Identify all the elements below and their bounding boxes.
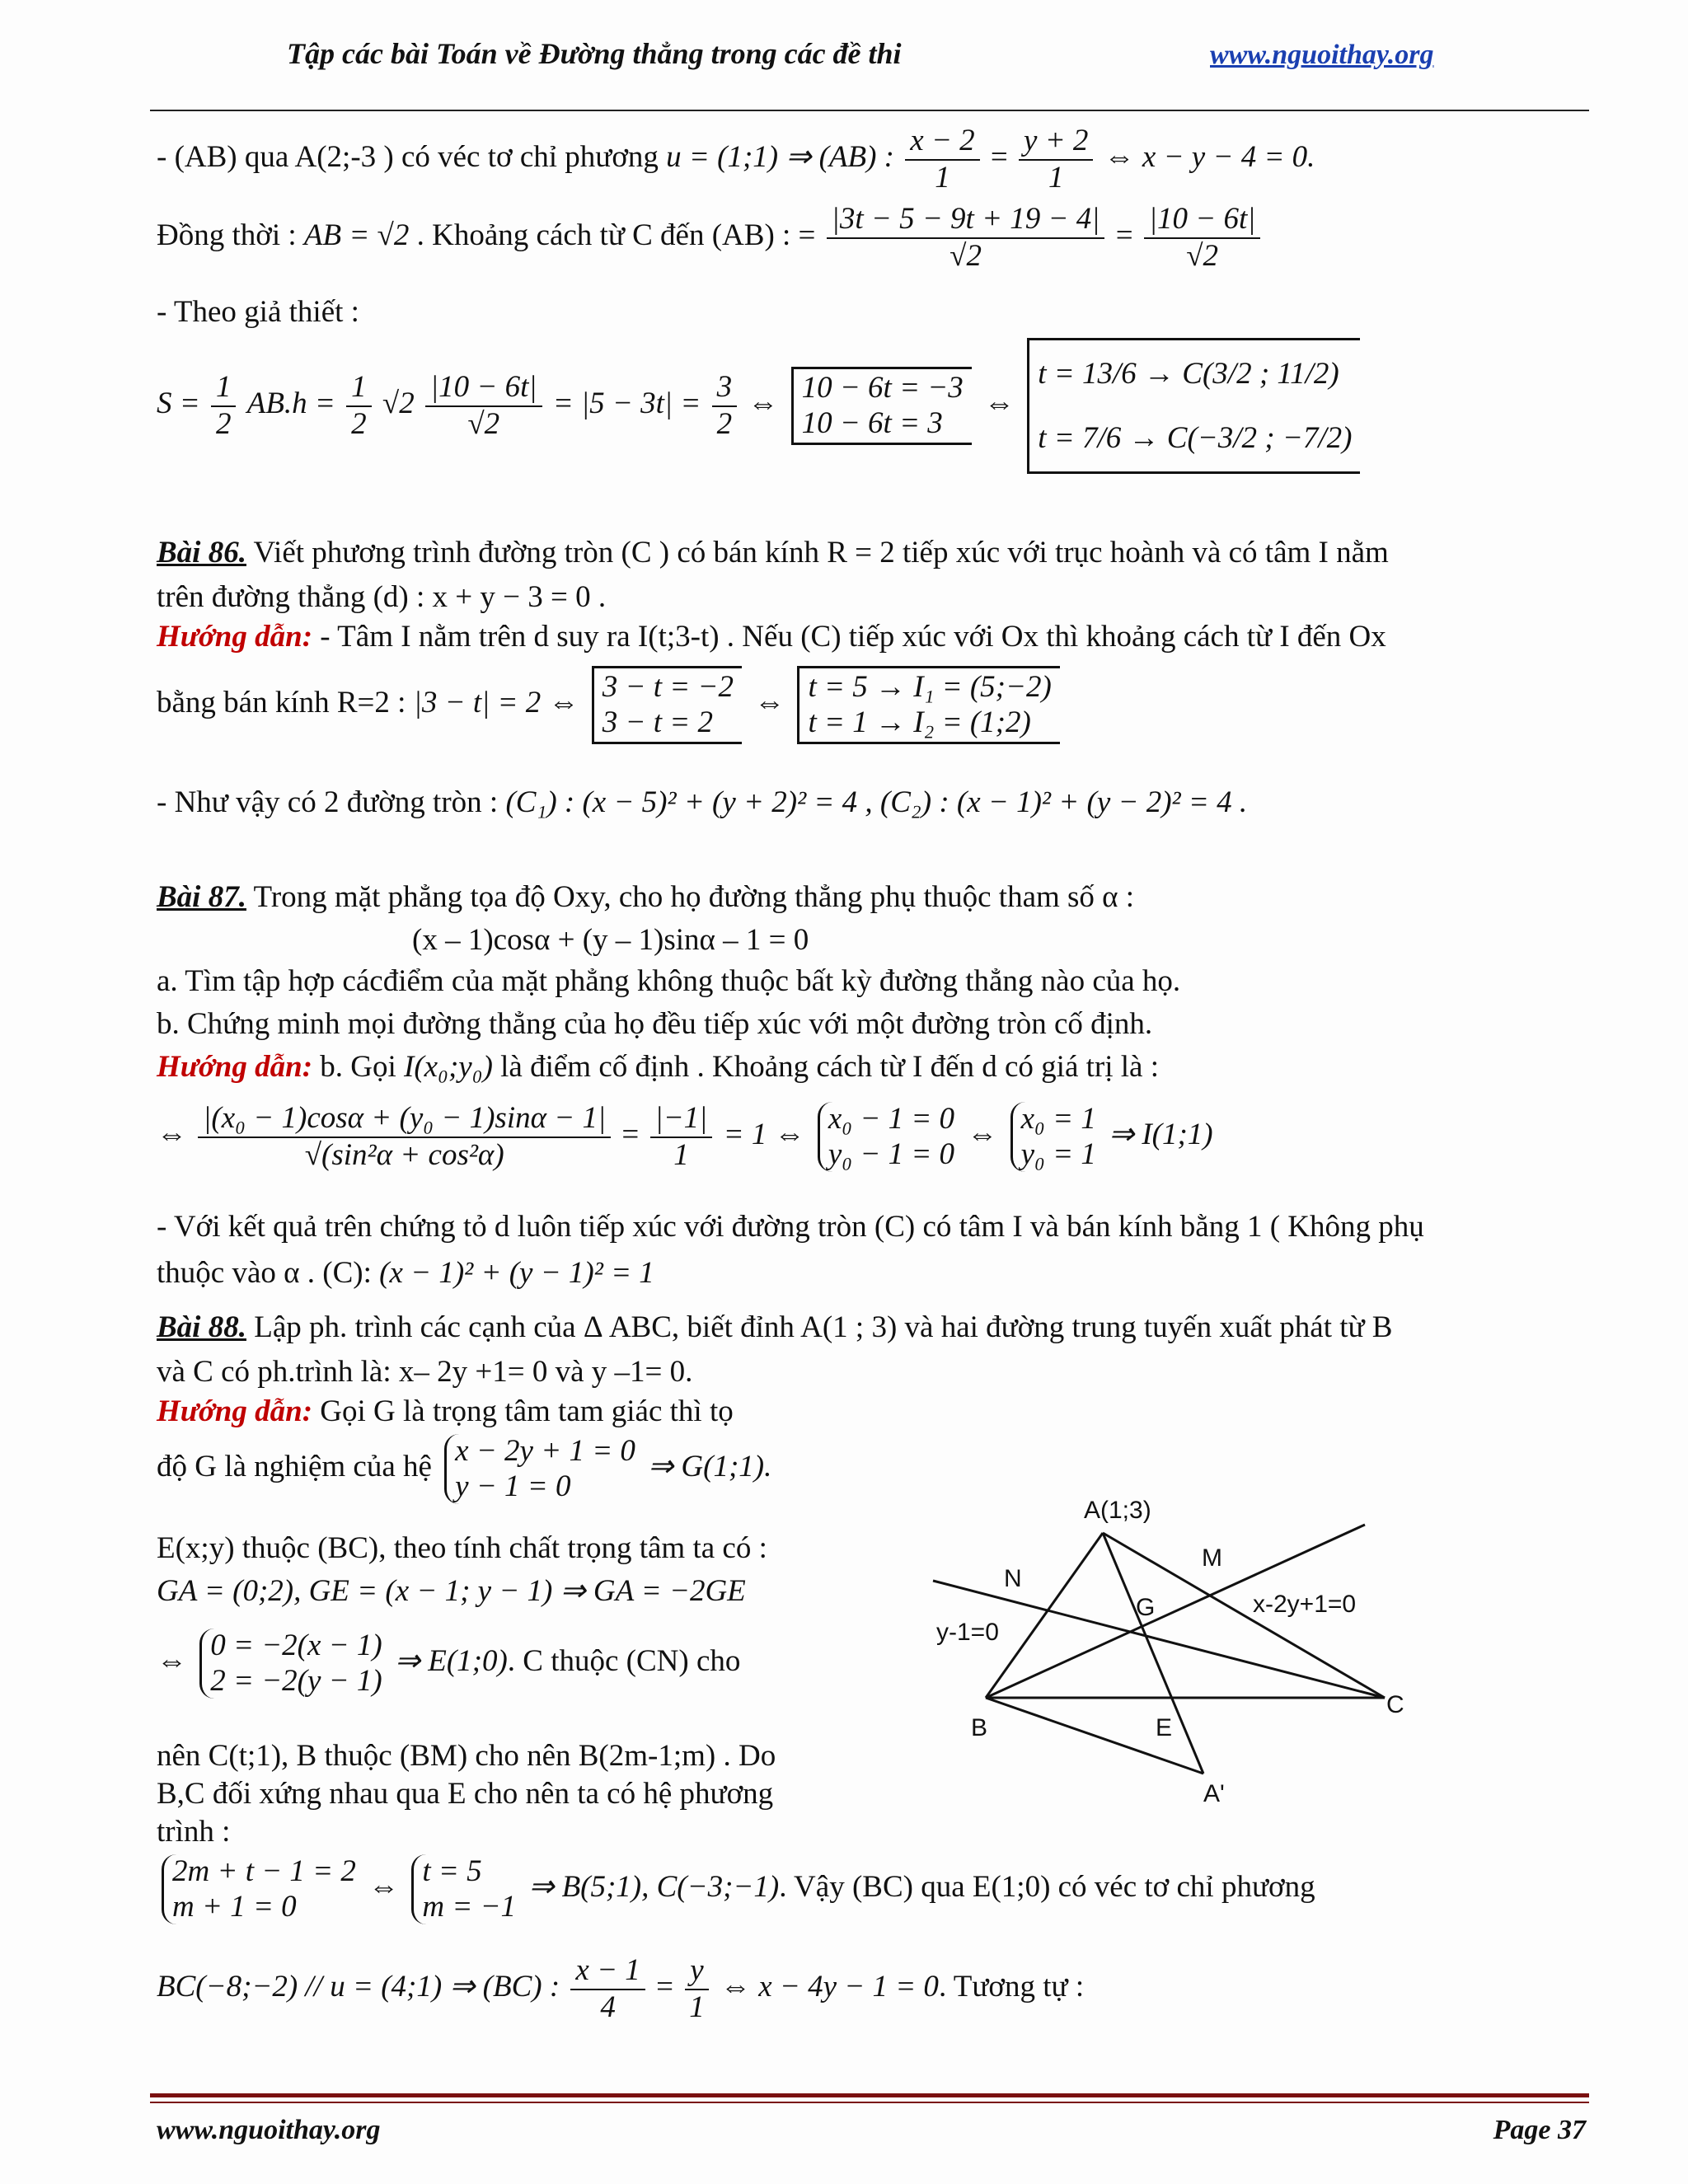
label-b: B bbox=[971, 1714, 988, 1741]
bai-88-e-point: E(x;y) thuộc (BC), theo tính chất trọng tâm ta có : bbox=[157, 1531, 767, 1565]
bai-88-text-1: nên C(t;1), B thuộc (BM) cho nên B(2m-1;m) . Do bbox=[157, 1739, 776, 1773]
bai-88-statement-cont: và C có ph.trình là: x– 2y +1= 0 và y –1= 0. bbox=[157, 1355, 693, 1389]
label-a-prime: A' bbox=[1203, 1780, 1225, 1807]
header-website-link[interactable]: www.nguoithay.org bbox=[1210, 40, 1434, 70]
bai-87-statement: Bài 87. Trong mặt phẳng tọa độ Oxy, cho họ đường thẳng phụ thuộc tham số α : bbox=[157, 880, 1135, 914]
bai-88-text-2: B,C đối xứng nhau qua E cho nên ta có hệ phương bbox=[157, 1777, 774, 1811]
bai-88-statement: Bài 88. Lập ph. trình các cạnh của Δ ABC, biết đỉnh A(1 ; 3) và hai đường trung tuyến xuất phát từ B bbox=[157, 1310, 1393, 1344]
bai-87-distance: ⇔ $\frac{\text{|(x₀ − 1)cosα + (y₀ − 1)sinα − 1|}}{\text{√(sin²α + cos²α)}}$ = $\frac{|-1|}{1}$ = 1 ⇔ x₀ − 1 = 0 y₀ − 1 = 0 ⇔ x₀ = 1 y₀ = 1 ⇒ I(1;1) bbox=[157, 1101, 1213, 1172]
bai-87-conclusion-2: thuộc vào α . (C): (x − 1)² + (y − 1)² = 1 bbox=[157, 1256, 654, 1290]
label-eq2: x-2y+1=0 bbox=[1253, 1591, 1357, 1618]
segment-aa-prime bbox=[1103, 1533, 1203, 1774]
label-g: G bbox=[1136, 1594, 1156, 1621]
footer-page-number: Page 37 bbox=[1493, 2115, 1586, 2145]
line-gia-thiet: - Theo giả thiết : bbox=[157, 295, 359, 329]
bai-87-hint: Hướng dẫn: b. Gọi I(x₀;y₀) là điểm cố định . Khoảng cách từ I đến d có giá trị là : bbox=[157, 1050, 1160, 1084]
bai-86-result: - Như vậy có 2 đường tròn : (C₁) : (x − 5)² + (y + 2)² = 4 , (C₂) : (x − 1)² + (y − 2)² = 4 . bbox=[157, 785, 1248, 819]
label-c: C bbox=[1386, 1691, 1404, 1718]
header-title: Tập các bài Toán về Đường thẳng trong các đề thi bbox=[287, 37, 902, 70]
line-ab-equation: - (AB) qua A(2;-3 ) có véc tơ chỉ phương u = (1;1) ⇒ (AB) : $\frac{x - 2}{1}$ = $\frac{y + 2}{1}$ ⇔ x − y − 4 = 0. bbox=[157, 124, 1315, 194]
bai-87-part-a: a. Tìm tập hợp cácđiểm của mặt phẳng không thuộc bất kỳ đường thẳng nào của họ. bbox=[157, 964, 1181, 998]
bai-88-bc-system: 2m + t − 1 = 2 m + 1 = 0 ⇔ t = 5 m = −1 ⇒ B(5;1), C(−3;−1). Vậy (BC) qua E(1;0) có véc tơ chỉ phương bbox=[157, 1854, 1315, 1924]
header-divider bbox=[150, 110, 1589, 111]
footer-website[interactable]: www.nguoithay.org bbox=[157, 2115, 381, 2145]
line-distance: Đồng thời : AB = √2 . Khoảng cách từ C đến (AB) : = $\frac{|3t - 5 - 9t + 19 - 4|}{√2}$ = $\frac{|10 - 6t|}{√2}$ bbox=[157, 202, 1264, 274]
footer-divider-thin bbox=[150, 2102, 1589, 2103]
label-m: M bbox=[1202, 1544, 1222, 1572]
segment-ab bbox=[986, 1533, 1103, 1698]
bai-88-text-3: trình : bbox=[157, 1815, 231, 1849]
line-area-solution: S = $\frac{1}{2}$ AB.h = $\frac{1}{2}$ √2 $\frac{|10 - 6t|}{√2}$ = |5 − 3t| = $\frac{3}{2}$ ⇔ 10 − 6t = −3 10 − 6t = 3 ⇔ t = 13/6 → C(3/2 ; 11/2) t = 7/6 → C(−3/2 ; −7/2) bbox=[157, 338, 1365, 474]
label-eq1: y-1=0 bbox=[936, 1619, 999, 1646]
bai-88-e-system: ⇔ 0 = −2(x − 1) 2 = −2(y − 1) ⇒ E(1;0). C thuộc (CN) cho bbox=[157, 1629, 741, 1698]
bai-86-statement: Bài 86. Viết phương trình đường tròn (C ) có bán kính R = 2 tiếp xúc với trục hoành và có tâm I nằm bbox=[157, 536, 1389, 569]
bai-88-vectors: GA = (0;2), GE = (x − 1; y − 1) ⇒ GA = −2GE bbox=[157, 1574, 746, 1608]
label-e: E bbox=[1156, 1714, 1173, 1741]
bai-86-hint-2: bằng bán kính R=2 : |3 − t| = 2 ⇔ 3 − t = −2 3 − t = 2 ⇔ t = 5 → I₁ = (5;−2) t = 1 → I₂ = (1;2) bbox=[157, 666, 1065, 744]
bai-88-bc-equation: BC(−8;−2) // u = (4;1) ⇒ (BC) : $\frac{x - 1}{4}$ = $\frac{y}{1}$ ⇔ x − 4y − 1 = 0. Tương tự : bbox=[157, 1953, 1085, 2024]
bai-87-equation: (x – 1)cosα + (y – 1)sinα – 1 = 0 bbox=[412, 923, 809, 957]
label-a: A(1;3) bbox=[1084, 1497, 1151, 1524]
bai-87-part-b: b. Chứng minh mọi đường thẳng của họ đều tiếp xúc với một đường tròn cố định. bbox=[157, 1007, 1153, 1041]
triangle-figure bbox=[907, 1451, 1404, 1830]
footer-divider bbox=[150, 2093, 1589, 2097]
bai-86-statement-cont: trên đường thẳng (d) : x + y − 3 = 0 . bbox=[157, 580, 607, 614]
bai-88-hint: Hướng dẫn: Gọi G là trọng tâm tam giác thì tọ bbox=[157, 1394, 734, 1428]
bai-86-hint: Hướng dẫn: - Tâm I nằm trên d suy ra I(t;3-t) . Nếu (C) tiếp xúc với Ox thì khoảng cách từ I đến Ox bbox=[157, 620, 1386, 654]
bai-87-conclusion: - Với kết quả trên chứng tỏ d luôn tiếp xúc với đường tròn (C) có tâm I và bán kính bằng 1 ( Không phụ bbox=[157, 1210, 1424, 1244]
label-n: N bbox=[1004, 1565, 1022, 1592]
bai-88-g-system: độ G là nghiệm của hệ x − 2y + 1 = 0 y − 1 = 0 ⇒ G(1;1). bbox=[157, 1434, 772, 1503]
